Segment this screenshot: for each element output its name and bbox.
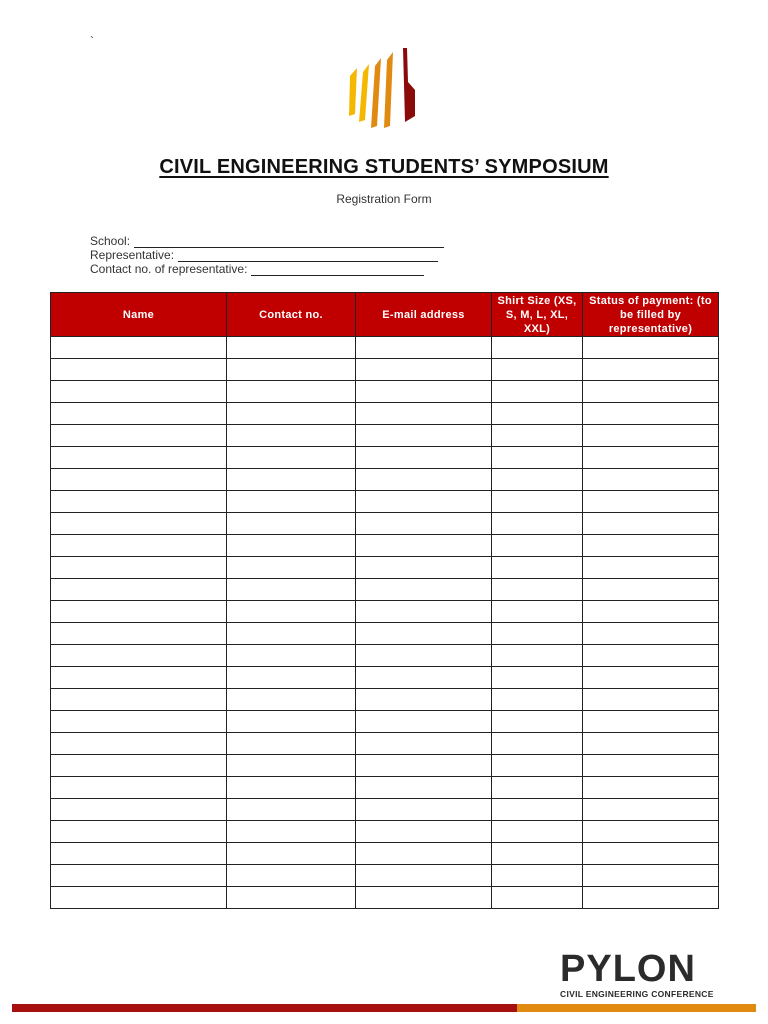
- table-cell[interactable]: [492, 733, 583, 755]
- table-cell[interactable]: [227, 535, 356, 557]
- table-row: [51, 469, 719, 491]
- table-row: [51, 579, 719, 601]
- table-cell[interactable]: [356, 381, 492, 403]
- col-email: E-mail address: [356, 293, 492, 337]
- table-cell[interactable]: [356, 865, 492, 887]
- table-cell[interactable]: [51, 535, 227, 557]
- table-row: [51, 491, 719, 513]
- table-cell[interactable]: [583, 381, 719, 403]
- table-cell[interactable]: [583, 579, 719, 601]
- table-cell[interactable]: [356, 491, 492, 513]
- table-row: [51, 645, 719, 667]
- table-cell[interactable]: [492, 777, 583, 799]
- table-cell[interactable]: [356, 887, 492, 909]
- table-cell[interactable]: [356, 711, 492, 733]
- page-title: CIVIL ENGINEERING STUDENTS’ SYMPOSIUM: [159, 156, 609, 178]
- table-row: [51, 337, 719, 359]
- symposium-logo-icon: [345, 46, 425, 130]
- table-row: [51, 821, 719, 843]
- table-cell[interactable]: [583, 535, 719, 557]
- table-cell[interactable]: [583, 865, 719, 887]
- table-cell[interactable]: [583, 557, 719, 579]
- table-cell[interactable]: [51, 381, 227, 403]
- table-cell[interactable]: [356, 447, 492, 469]
- table-cell[interactable]: [51, 777, 227, 799]
- table-cell[interactable]: [583, 799, 719, 821]
- table-header-row: [51, 293, 719, 337]
- table-cell[interactable]: [227, 799, 356, 821]
- table-cell[interactable]: [356, 579, 492, 601]
- table-cell[interactable]: [492, 491, 583, 513]
- table-cell[interactable]: [583, 733, 719, 755]
- table-cell[interactable]: [492, 469, 583, 491]
- table-cell[interactable]: [227, 623, 356, 645]
- table-cell[interactable]: [492, 623, 583, 645]
- table-cell[interactable]: [51, 711, 227, 733]
- registration-table: [50, 292, 719, 909]
- table-cell[interactable]: [51, 601, 227, 623]
- table-cell[interactable]: [51, 359, 227, 381]
- table-cell[interactable]: [492, 755, 583, 777]
- table-cell[interactable]: [227, 381, 356, 403]
- table-cell[interactable]: [227, 491, 356, 513]
- table-cell[interactable]: [356, 755, 492, 777]
- table-cell[interactable]: [492, 447, 583, 469]
- contact-field[interactable]: [90, 262, 444, 276]
- table-cell[interactable]: [583, 359, 719, 381]
- table-cell[interactable]: [583, 645, 719, 667]
- table-body: [51, 337, 719, 909]
- table-cell[interactable]: [227, 667, 356, 689]
- table-cell[interactable]: [356, 623, 492, 645]
- table-cell[interactable]: [492, 645, 583, 667]
- table-cell[interactable]: [356, 645, 492, 667]
- table-row: [51, 777, 719, 799]
- table-cell[interactable]: [583, 755, 719, 777]
- table-cell[interactable]: [356, 843, 492, 865]
- table-cell[interactable]: [356, 557, 492, 579]
- table-cell[interactable]: [227, 337, 356, 359]
- brand-name: PYLON: [560, 948, 696, 990]
- table-cell[interactable]: [227, 359, 356, 381]
- table-cell[interactable]: [583, 887, 719, 909]
- table-cell[interactable]: [492, 557, 583, 579]
- table-cell[interactable]: [51, 491, 227, 513]
- table-cell[interactable]: [492, 425, 583, 447]
- table-cell[interactable]: [356, 667, 492, 689]
- table-cell[interactable]: [51, 865, 227, 887]
- table-cell[interactable]: [583, 689, 719, 711]
- table-cell[interactable]: [356, 689, 492, 711]
- table-cell[interactable]: [492, 821, 583, 843]
- page-subtitle: Registration Form: [336, 192, 432, 206]
- table-row: [51, 755, 719, 777]
- table-cell[interactable]: [227, 843, 356, 865]
- table-cell[interactable]: [51, 733, 227, 755]
- table-cell[interactable]: [51, 667, 227, 689]
- table-cell[interactable]: [356, 403, 492, 425]
- table-cell[interactable]: [583, 403, 719, 425]
- contact-label: Contact no. of representative:: [90, 262, 248, 276]
- table-cell[interactable]: [492, 337, 583, 359]
- table-row: [51, 733, 719, 755]
- table-cell[interactable]: [492, 513, 583, 535]
- table-cell[interactable]: [227, 821, 356, 843]
- table-cell[interactable]: [51, 403, 227, 425]
- table-row: [51, 403, 719, 425]
- table-cell[interactable]: [583, 491, 719, 513]
- table-cell[interactable]: [492, 667, 583, 689]
- table-cell[interactable]: [227, 689, 356, 711]
- table-cell[interactable]: [492, 865, 583, 887]
- table-cell[interactable]: [583, 469, 719, 491]
- representative-label: Representative:: [90, 248, 175, 262]
- table-cell[interactable]: [356, 359, 492, 381]
- table-cell[interactable]: [227, 711, 356, 733]
- representative-field[interactable]: [90, 248, 444, 262]
- table-cell[interactable]: [51, 887, 227, 909]
- table-cell[interactable]: [356, 601, 492, 623]
- table-cell[interactable]: [51, 557, 227, 579]
- table-cell[interactable]: [356, 777, 492, 799]
- table-row: [51, 513, 719, 535]
- table-cell[interactable]: [51, 623, 227, 645]
- table-cell[interactable]: [356, 733, 492, 755]
- table-cell[interactable]: [492, 601, 583, 623]
- table-cell[interactable]: [583, 711, 719, 733]
- table-cell[interactable]: [227, 777, 356, 799]
- table-cell[interactable]: [51, 579, 227, 601]
- table-cell[interactable]: [227, 557, 356, 579]
- table-cell[interactable]: [227, 755, 356, 777]
- table-cell[interactable]: [583, 337, 719, 359]
- table-row: [51, 799, 719, 821]
- table-cell[interactable]: [227, 601, 356, 623]
- footer-bar-red: [12, 1004, 517, 1012]
- table-cell[interactable]: [583, 821, 719, 843]
- table-cell[interactable]: [227, 865, 356, 887]
- brand-tagline: CIVIL ENGINEERING CONFERENCE: [560, 989, 714, 999]
- col-name: Name: [51, 293, 227, 337]
- table-cell[interactable]: [492, 711, 583, 733]
- table-cell[interactable]: [583, 667, 719, 689]
- table-cell[interactable]: [227, 733, 356, 755]
- table-cell[interactable]: [583, 843, 719, 865]
- table-cell[interactable]: [583, 513, 719, 535]
- table-cell[interactable]: [51, 755, 227, 777]
- table-row: [51, 689, 719, 711]
- table-cell[interactable]: [583, 447, 719, 469]
- table-cell[interactable]: [227, 513, 356, 535]
- stray-mark: `: [90, 34, 94, 48]
- table-cell[interactable]: [492, 403, 583, 425]
- contact-line[interactable]: [251, 265, 424, 276]
- table-cell[interactable]: [51, 645, 227, 667]
- table-row: [51, 425, 719, 447]
- table-cell[interactable]: [51, 513, 227, 535]
- table-row: [51, 381, 719, 403]
- table-cell[interactable]: [492, 843, 583, 865]
- table-cell[interactable]: [583, 777, 719, 799]
- table-cell[interactable]: [356, 425, 492, 447]
- representative-line[interactable]: [178, 251, 438, 262]
- table-row: [51, 557, 719, 579]
- table-cell[interactable]: [356, 469, 492, 491]
- footer-bar: [12, 1004, 756, 1012]
- table-row: [51, 623, 719, 645]
- col-payment-status: Status of payment: (to be filled by representative): [583, 293, 719, 337]
- school-field[interactable]: [90, 234, 444, 248]
- table-cell[interactable]: [492, 381, 583, 403]
- table-row: [51, 447, 719, 469]
- table-cell[interactable]: [227, 579, 356, 601]
- table-cell[interactable]: [227, 645, 356, 667]
- table-cell[interactable]: [356, 535, 492, 557]
- table-cell[interactable]: [227, 469, 356, 491]
- table-cell[interactable]: [492, 799, 583, 821]
- table-cell[interactable]: [356, 513, 492, 535]
- table-row: [51, 865, 719, 887]
- table-row: [51, 601, 719, 623]
- registrant-fields: [90, 234, 444, 276]
- table-cell[interactable]: [227, 447, 356, 469]
- table-cell[interactable]: [51, 799, 227, 821]
- table-cell[interactable]: [51, 843, 227, 865]
- col-contact: Contact no.: [227, 293, 356, 337]
- table-cell[interactable]: [356, 821, 492, 843]
- table-cell[interactable]: [51, 821, 227, 843]
- table-cell[interactable]: [492, 887, 583, 909]
- school-label: School:: [90, 234, 131, 248]
- table-cell[interactable]: [51, 425, 227, 447]
- table-cell[interactable]: [51, 447, 227, 469]
- table-row: [51, 711, 719, 733]
- footer-bar-orange: [517, 1004, 756, 1012]
- table-row: [51, 535, 719, 557]
- pylon-brand: [560, 950, 730, 999]
- table-cell[interactable]: [492, 579, 583, 601]
- table-cell[interactable]: [492, 535, 583, 557]
- table-row: [51, 667, 719, 689]
- table-cell[interactable]: [492, 359, 583, 381]
- table-row: [51, 843, 719, 865]
- table-row: [51, 359, 719, 381]
- table-cell[interactable]: [51, 689, 227, 711]
- table-cell[interactable]: [51, 337, 227, 359]
- table-cell[interactable]: [51, 469, 227, 491]
- table-cell[interactable]: [227, 403, 356, 425]
- table-row: [51, 887, 719, 909]
- table-cell[interactable]: [227, 425, 356, 447]
- school-line[interactable]: [134, 237, 444, 248]
- table-cell[interactable]: [583, 623, 719, 645]
- table-cell[interactable]: [583, 425, 719, 447]
- table-cell[interactable]: [492, 689, 583, 711]
- col-shirt-size: Shirt Size (XS, S, M, L, XL, XXL): [492, 293, 583, 337]
- table-cell[interactable]: [356, 337, 492, 359]
- table-cell[interactable]: [356, 799, 492, 821]
- table-cell[interactable]: [583, 601, 719, 623]
- table-cell[interactable]: [227, 887, 356, 909]
